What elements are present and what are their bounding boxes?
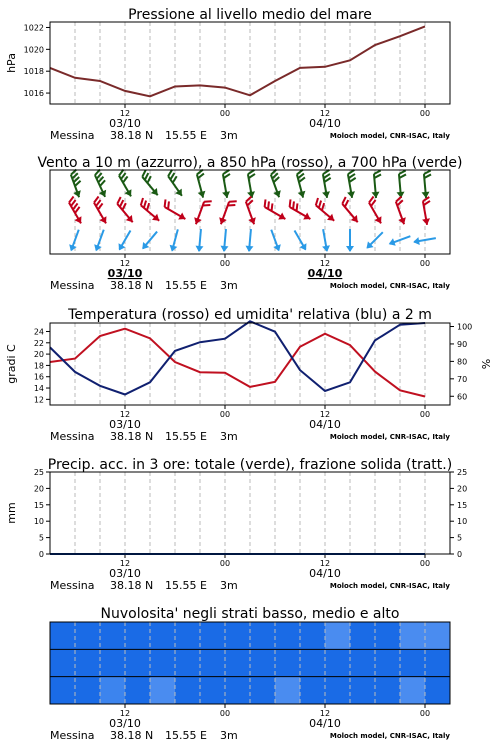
cloud-cell [225, 677, 251, 704]
x-tick-label: 00 [219, 410, 231, 419]
x-date-label: 03/10 [109, 117, 141, 130]
y-tick-label: 15 [33, 500, 44, 510]
cloud-cell [300, 622, 326, 649]
y2-tick-label: 5 [457, 533, 463, 543]
y2-tick-label: 10 [457, 517, 468, 527]
cloud-cell [425, 677, 451, 704]
plot-frame [50, 22, 450, 104]
cloud-cell [50, 649, 76, 676]
x-tick-label: 00 [419, 410, 431, 419]
chart-title: Pressione al livello medio del mare [128, 7, 372, 23]
y2-axis-label: % [480, 358, 493, 370]
y2-tick-label: 90 [457, 339, 468, 349]
footer-elev: 3m [220, 430, 238, 443]
x-date-label: 04/10 [309, 717, 341, 730]
footer-location: Messina [50, 129, 95, 142]
y-tick-label: 20 [33, 350, 44, 360]
cloud-cell [375, 677, 401, 704]
x-tick-label: 00 [419, 109, 431, 118]
y-axis-label: gradi C [5, 344, 18, 384]
x-date-label: 04/10 [309, 567, 341, 580]
y-tick-label: 14 [33, 384, 44, 394]
y2-tick-label: 15 [457, 500, 468, 510]
footer-elev: 3m [220, 579, 238, 592]
cloud-cell [100, 622, 126, 649]
x-tick-label: 12 [319, 109, 331, 118]
x-tick-label: 00 [219, 559, 231, 568]
wind-barb [243, 170, 259, 198]
wind-barb [420, 170, 433, 198]
wind-barb [90, 169, 111, 198]
y2-tick-label: 100 [457, 322, 473, 332]
temperature-line [50, 329, 425, 397]
cloud-cell [350, 677, 376, 704]
footer-lat: 38.18 N [110, 430, 154, 443]
footer-elev: 3m [220, 729, 238, 742]
pressure-line [50, 26, 425, 96]
cloud-cell [225, 649, 251, 676]
wind-barb [245, 229, 255, 253]
y-tick-label: 1022 [23, 23, 44, 33]
y-tick-label: 0 [38, 550, 44, 559]
y-tick-label: 5 [38, 533, 44, 543]
footer-lat: 38.18 N [110, 579, 154, 592]
x-tick-label: 12 [119, 709, 131, 718]
x-tick-label: 12 [319, 559, 331, 568]
wind-barb [89, 197, 112, 226]
cloud-cell [375, 649, 401, 676]
y-tick-label: 20 [33, 484, 44, 494]
cloud-cell [325, 649, 351, 676]
footer-model: Moloch model, CNR-ISAC, Italy [329, 282, 450, 290]
wind-barb [318, 170, 334, 198]
x-tick-label: 00 [419, 559, 431, 568]
cloud-cell [200, 649, 226, 676]
x-tick-label: 12 [319, 259, 331, 268]
y2-tick-label: 20 [457, 484, 468, 494]
y-tick-label: 18 [33, 361, 44, 371]
cloud-cell [75, 649, 101, 676]
cloud-cell [250, 649, 276, 676]
x-tick-label: 00 [419, 709, 431, 718]
x-date-label: 03/10 [109, 418, 141, 431]
x-date-label: 04/10 [309, 418, 341, 431]
footer-lon: 15.55 E [165, 430, 207, 443]
wind-barb [220, 229, 230, 253]
y-tick-label: 1016 [23, 89, 44, 99]
y-tick-label: 22 [33, 338, 44, 348]
footer-model: Moloch model, CNR-ISAC, Italy [329, 132, 450, 140]
cloud-cell [125, 649, 151, 676]
footer-model: Moloch model, CNR-ISAC, Italy [329, 732, 450, 740]
cloud-cell [225, 622, 251, 649]
x-tick-label: 12 [119, 109, 131, 118]
cloud-cell-light [400, 677, 425, 704]
wind-barb [192, 198, 212, 227]
cloud-cell [100, 649, 126, 676]
footer-lon: 15.55 E [165, 129, 207, 142]
y-axis-label: mm [5, 502, 18, 524]
wind-barb [160, 199, 189, 222]
x-date-label: 04/10 [309, 117, 341, 130]
wind-barb [343, 170, 359, 198]
cloud-cell [250, 622, 276, 649]
x-tick-label: 00 [419, 259, 431, 268]
wind-barb [292, 170, 310, 199]
cloud-cell [175, 649, 201, 676]
x-date-label: 03/10 [107, 267, 143, 280]
y2-tick-label: 60 [457, 392, 468, 402]
wind-barb [346, 229, 354, 252]
footer-location: Messina [50, 579, 95, 592]
y2-tick-label: 70 [457, 374, 468, 384]
cloud-cell [75, 622, 101, 649]
footer-lat: 38.18 N [110, 279, 154, 292]
y2-tick-label: 80 [457, 357, 468, 367]
x-tick-label: 12 [119, 259, 131, 268]
wind-barb [285, 199, 314, 222]
y-tick-label: 12 [33, 395, 44, 405]
footer-model: Moloch model, CNR-ISAC, Italy [329, 433, 450, 441]
footer-location: Messina [50, 279, 95, 292]
chart-title: Vento a 10 m (azzurro), a 850 hPa (rosso), a 700 hPa (verde) [37, 155, 463, 171]
wind-barb [114, 170, 137, 199]
y-axis-label: hPa [5, 53, 18, 73]
x-tick-label: 12 [319, 410, 331, 419]
cloud-cell [250, 677, 276, 704]
wind-barb [370, 170, 383, 198]
y-tick-label: 24 [33, 327, 44, 337]
plot-frame [50, 323, 450, 405]
cloud-cell [125, 622, 151, 649]
footer-lat: 38.18 N [110, 729, 154, 742]
cloud-cell [375, 622, 401, 649]
cloud-cell-light [150, 677, 175, 704]
cloud-cell [150, 649, 176, 676]
cloud-cell [125, 677, 151, 704]
cloud-cell [75, 677, 101, 704]
footer-lon: 15.55 E [165, 279, 207, 292]
footer-lon: 15.55 E [165, 579, 207, 592]
x-tick-label: 12 [319, 709, 331, 718]
wind-barb [266, 170, 286, 199]
x-tick-label: 00 [219, 709, 231, 718]
wind-barb [260, 199, 289, 222]
cloud-cell [200, 677, 226, 704]
cloud-cell [275, 649, 301, 676]
cloud-cell-light [275, 677, 300, 704]
wind-barb [66, 170, 86, 199]
cloud-cell [175, 622, 201, 649]
cloud-cell [50, 622, 76, 649]
y-tick-label: 1020 [23, 45, 44, 55]
wind-barb [418, 197, 434, 225]
cloud-cell [175, 677, 201, 704]
footer-lat: 38.18 N [110, 129, 154, 142]
cloud-cell [275, 622, 301, 649]
cloud-cell-light [425, 622, 450, 649]
cloud-cell [100, 677, 126, 704]
footer-elev: 3m [220, 279, 238, 292]
x-date-label: 03/10 [109, 717, 141, 730]
y2-tick-label: 0 [457, 550, 463, 559]
x-date-label: 03/10 [109, 567, 141, 580]
y-tick-label: 16 [33, 372, 44, 382]
cloud-cell-light [400, 622, 425, 649]
x-tick-label: 12 [119, 559, 131, 568]
wind-barb [391, 197, 411, 226]
footer-lon: 15.55 E [165, 729, 207, 742]
cloud-cell [300, 677, 326, 704]
wind-barb [364, 197, 387, 226]
wind-barb [319, 228, 331, 252]
footer-location: Messina [50, 729, 95, 742]
cloud-cell-light [325, 622, 350, 649]
footer-model: Moloch model, CNR-ISAC, Italy [329, 582, 450, 590]
x-tick-label: 00 [219, 109, 231, 118]
cloud-cell [200, 622, 226, 649]
cloud-cell [350, 649, 376, 676]
x-date-label: 04/10 [307, 267, 343, 280]
cloud-cell [325, 677, 351, 704]
y-tick-label: 1018 [23, 67, 44, 77]
x-tick-label: 00 [219, 259, 231, 268]
plot-frame [50, 472, 450, 554]
chart-title: Nuvolosita' negli strati basso, medio e alto [100, 606, 400, 622]
footer-elev: 3m [220, 129, 238, 142]
x-tick-label: 12 [119, 410, 131, 419]
wind-barb [217, 198, 237, 227]
cloud-cell [400, 649, 426, 676]
y2-tick-label: 25 [457, 468, 468, 477]
cloud-cell [425, 649, 451, 676]
chart-title: Temperatura (rosso) ed umidita' relativa (blu) a 2 m [68, 307, 432, 323]
cloud-cell [300, 649, 326, 676]
wind-barb [195, 229, 205, 253]
y-tick-label: 10 [33, 517, 44, 527]
wind-barb [395, 170, 408, 198]
cloud-cell [50, 677, 76, 704]
wind-barb [192, 170, 210, 199]
chart-title: Precip. acc. in 3 ore: totale (verde), frazione solida (tratt.) [47, 457, 453, 473]
cloud-cell [150, 622, 176, 649]
wind-barb [64, 197, 87, 226]
footer-location: Messina [50, 430, 95, 443]
wind-barb [241, 197, 261, 226]
y-tick-label: 25 [33, 468, 44, 477]
cloud-cell [350, 622, 376, 649]
humidity-line [50, 321, 425, 394]
wind-barb [218, 170, 234, 198]
